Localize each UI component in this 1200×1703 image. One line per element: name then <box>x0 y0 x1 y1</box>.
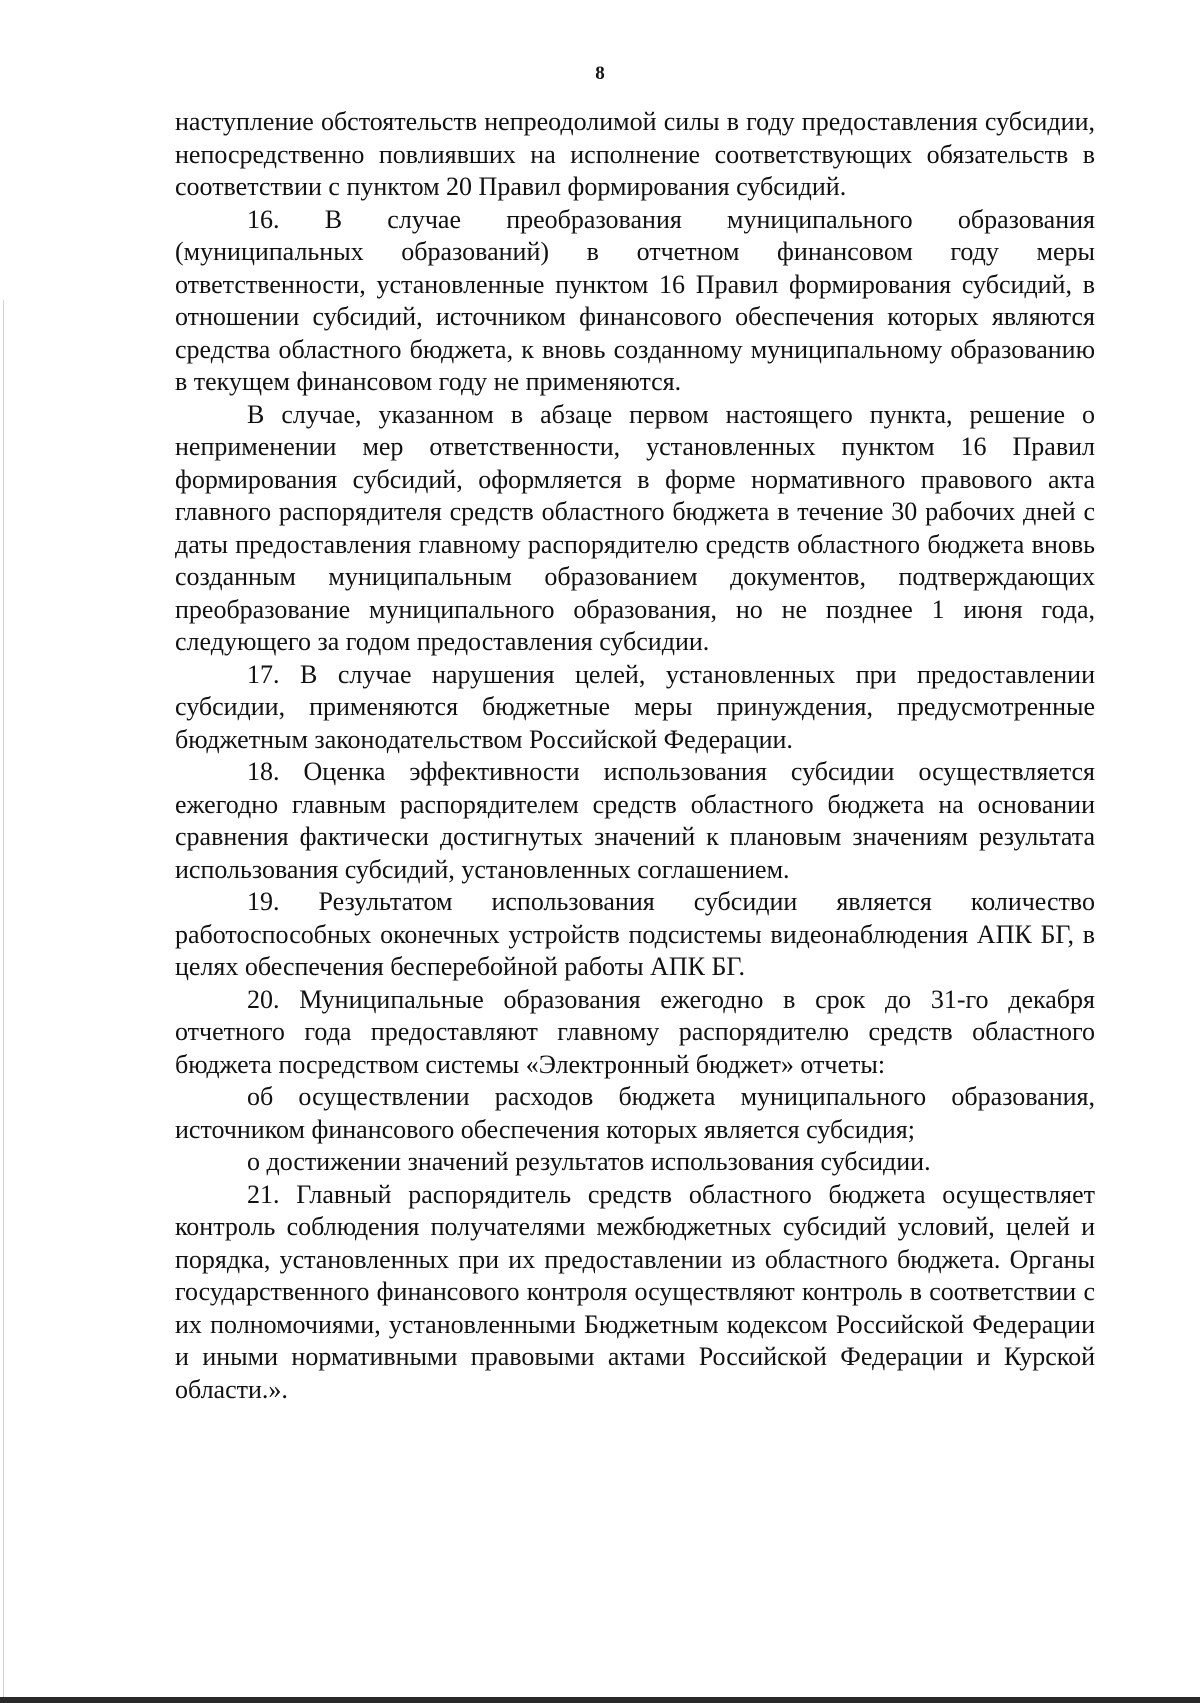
scan-edge-left <box>3 300 4 1700</box>
paragraph-item-20: 20. Муниципальные образования ежегодно в срок до 31-го декабря отчетного года предоставляют главному распорядителю средств областного бюджета посредством системы «Электронный бюджет» отчеты: <box>175 984 1095 1079</box>
scan-edge-bottom <box>0 1697 1200 1703</box>
page-number: 8 <box>595 63 605 84</box>
paragraph-item-16-second: В случае, указанном в абзаце первом настоящего пункта, решение о неприменении мер ответственности, установленных пунктом 16 Правил формирования субсидий, оформляется в форме нормативного правового акта главного распорядителя средств областного бюджета в течение 30 рабочих дней с даты предоставления главному распорядителю средств областного бюджета вновь созданным муниципальным образованием документов, подтверждающих преобразование муниципального образования, но не позднее 1 июня года, следующего за годом предоставления субсидии. <box>175 399 1095 656</box>
paragraph-item-20-report-results: о достижении значений результатов использования субсидии. <box>247 1147 931 1176</box>
paragraph-item-17: 17. В случае нарушения целей, установленных при предоставлении субсидии, применяются бюджетные меры принуждения, предусмотренные бюджетным законодательством Российской Федерации. <box>175 659 1095 754</box>
document-body <box>175 106 1095 1406</box>
paragraph-item-20-report-expenses: об осуществлении расходов бюджета муниципального образования, источником финансового обеспечения которых является субсидия; <box>175 1082 1095 1144</box>
paragraph-continuation: наступление обстоятельств непреодолимой силы в году предоставления субсидии, непосредственно повлиявших на исполнение соответствующих обязательств в соответствии с пунктом 20 Правил формирования субсидий. <box>175 107 1095 201</box>
paragraph-item-18: 18. Оценка эффективности использования субсидии осуществляется ежегодно главным распорядителем средств областного бюджета на основании сравнения фактически достигнутых значений к плановым значениям результата использования субсидий, установленных соглашением. <box>175 757 1095 884</box>
paragraph-item-19: 19. Результатом использования субсидии является количество работоспособных оконечных устройств подсистемы видеонаблюдения АПК БГ, в целях обеспечения бесперебойной работы АПК БГ. <box>175 887 1095 981</box>
paragraph-item-21: 21. Главный распорядитель средств областного бюджета осуществляет контроль соблюдения получателями межбюджетных субсидий условий, целей и порядка, установленных при их предоставлении из областного бюджета. Органы государственного финансового контроля осуществляют контроль в соответствии с их полномочиями, установленными Бюджетным кодексом Российской Федерации и иными нормативными правовыми актами Российской Федерации и Курской области.». <box>175 1179 1095 1404</box>
paragraph-item-16: 16. В случае преобразования муниципального образования (муниципальных образований) в отчетном финансовом году меры ответственности, установленные пунктом 16 Правил формирования субсидий, в отношении субсидий, источником финансового обеспечения которых являются средства областного бюджета, к вновь созданному муниципальному образованию в текущем финансовом году не применяются. <box>175 204 1095 396</box>
